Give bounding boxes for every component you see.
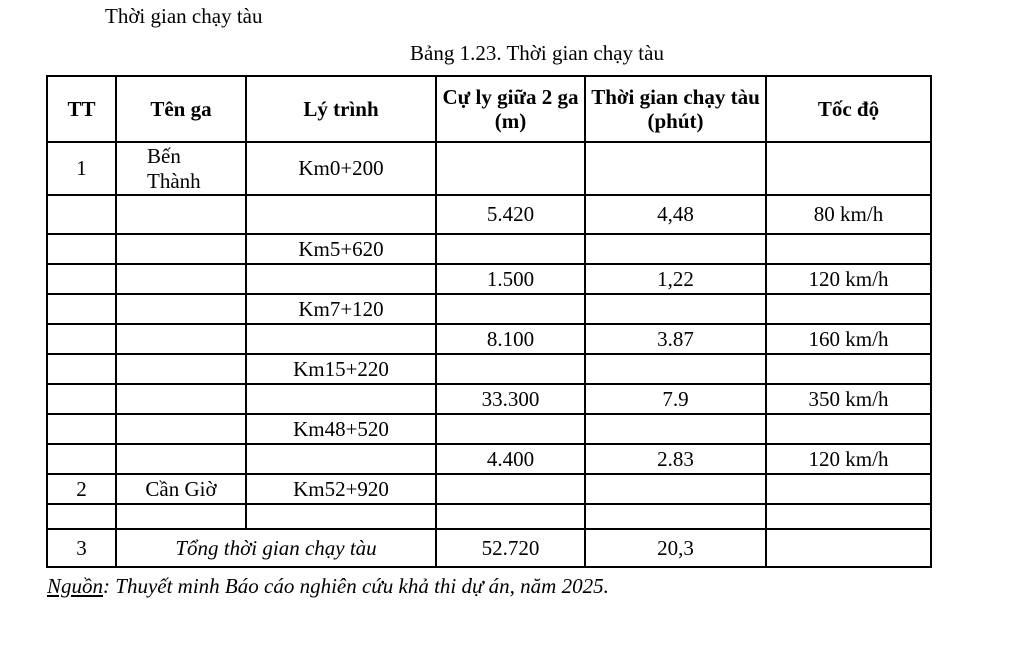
cell-station: [116, 142, 246, 195]
cell-chainage: Km7+120: [246, 294, 436, 324]
cell-runtime: [585, 234, 766, 264]
header-cell-station: Tên ga: [116, 76, 246, 142]
cell-runtime: 3.87: [585, 324, 766, 354]
cell-distance: [436, 504, 585, 529]
cell-chainage: [246, 324, 436, 354]
cell-chainage: [246, 444, 436, 474]
source-label: Nguồn: [47, 574, 104, 598]
table-row: [47, 234, 931, 264]
header-cell-tt: TT: [47, 76, 116, 142]
table-row: [47, 504, 931, 529]
cell-chainage: [246, 195, 436, 234]
header-cell-speed: Tốc độ: [766, 76, 931, 142]
cell-speed: [766, 474, 931, 504]
total-label: Tổng thời gian chạy tàu: [116, 529, 436, 567]
cell-tt: [47, 294, 116, 324]
cell-distance: [436, 142, 585, 195]
cell-chainage: [246, 384, 436, 414]
cell-runtime: 2.83: [585, 444, 766, 474]
cell-speed: [766, 414, 931, 444]
table-row: [47, 195, 931, 234]
cell-speed: [766, 142, 931, 195]
cell-runtime: [585, 354, 766, 384]
cell-distance: [436, 474, 585, 504]
cell-tt: [47, 354, 116, 384]
station-name: Bến Thành: [147, 143, 201, 193]
table-row: [47, 142, 931, 195]
cell-station: [116, 195, 246, 234]
cell-station: [116, 384, 246, 414]
cell-runtime: [585, 474, 766, 504]
cell-speed: [766, 354, 931, 384]
cell-speed: 160 km/h: [766, 324, 931, 354]
table-row: [47, 444, 931, 474]
cell-station: Cần Giờ: [116, 474, 246, 504]
table-row: [47, 414, 931, 444]
cell-tt: [47, 414, 116, 444]
cell-tt: 1: [47, 142, 116, 195]
cell-tt: [47, 195, 116, 234]
table-row: [47, 384, 931, 414]
cell-distance: [436, 294, 585, 324]
cell-chainage: Km48+520: [246, 414, 436, 444]
cell-chainage: Km15+220: [246, 354, 436, 384]
table-row: [47, 294, 931, 324]
table-header-row: [47, 76, 931, 142]
cell-tt: 3: [47, 529, 116, 567]
table-row: [47, 354, 931, 384]
cell-tt: [47, 504, 116, 529]
cell-distance: [436, 234, 585, 264]
cell-distance: 4.400: [436, 444, 585, 474]
cell-runtime: [585, 414, 766, 444]
header-cell-chainage: Lý trình: [246, 76, 436, 142]
cell-speed: [766, 529, 931, 567]
source-text: : Thuyết minh Báo cáo nghiên cứu khả thi dự án, năm 2025.: [103, 574, 609, 598]
total-row: [47, 529, 931, 567]
cell-tt: [47, 234, 116, 264]
table-caption: Bảng 1.23. Thời gian chạy tàu: [410, 41, 664, 65]
table-row: [47, 474, 931, 504]
cell-runtime: [585, 142, 766, 195]
cell-chainage: Km5+620: [246, 234, 436, 264]
cell-station: [116, 504, 246, 529]
cell-station: [116, 264, 246, 294]
cell-runtime: 4,48: [585, 195, 766, 234]
cell-speed: [766, 234, 931, 264]
cell-distance: 8.100: [436, 324, 585, 354]
cell-speed: [766, 504, 931, 529]
cell-chainage: Km0+200: [246, 142, 436, 195]
cell-distance-total: 52.720: [436, 529, 585, 567]
table-row: [47, 324, 931, 354]
cell-runtime: 1,22: [585, 264, 766, 294]
cell-speed: 120 km/h: [766, 264, 931, 294]
header-cell-runtime: Thời gian chạy tàu (phút): [585, 76, 766, 142]
cell-runtime: 7.9: [585, 384, 766, 414]
cell-station: [116, 324, 246, 354]
table-row: [47, 264, 931, 294]
train-run-time-table: [46, 75, 932, 568]
cell-distance: 1.500: [436, 264, 585, 294]
cell-speed: 120 km/h: [766, 444, 931, 474]
cell-chainage: [246, 264, 436, 294]
cell-station: [116, 234, 246, 264]
cell-tt: 2: [47, 474, 116, 504]
source-note: [47, 573, 1034, 599]
cell-distance: [436, 414, 585, 444]
cell-runtime-total: 20,3: [585, 529, 766, 567]
cell-chainage: [246, 504, 436, 529]
cell-distance: [436, 354, 585, 384]
page-heading: Thời gian chạy tàu: [105, 4, 263, 28]
cell-station: [116, 444, 246, 474]
cell-runtime: [585, 294, 766, 324]
cell-distance: 33.300: [436, 384, 585, 414]
cell-chainage: Km52+920: [246, 474, 436, 504]
cell-tt: [47, 324, 116, 354]
cell-station: [116, 354, 246, 384]
cell-tt: [47, 444, 116, 474]
cell-tt: [47, 384, 116, 414]
cell-runtime: [585, 504, 766, 529]
cell-tt: [47, 264, 116, 294]
cell-station: [116, 414, 246, 444]
cell-distance: 5.420: [436, 195, 585, 234]
header-cell-distance: Cự ly giữa 2 ga (m): [436, 76, 585, 142]
cell-speed: [766, 294, 931, 324]
cell-speed: 350 km/h: [766, 384, 931, 414]
cell-station: [116, 294, 246, 324]
cell-speed: 80 km/h: [766, 195, 931, 234]
